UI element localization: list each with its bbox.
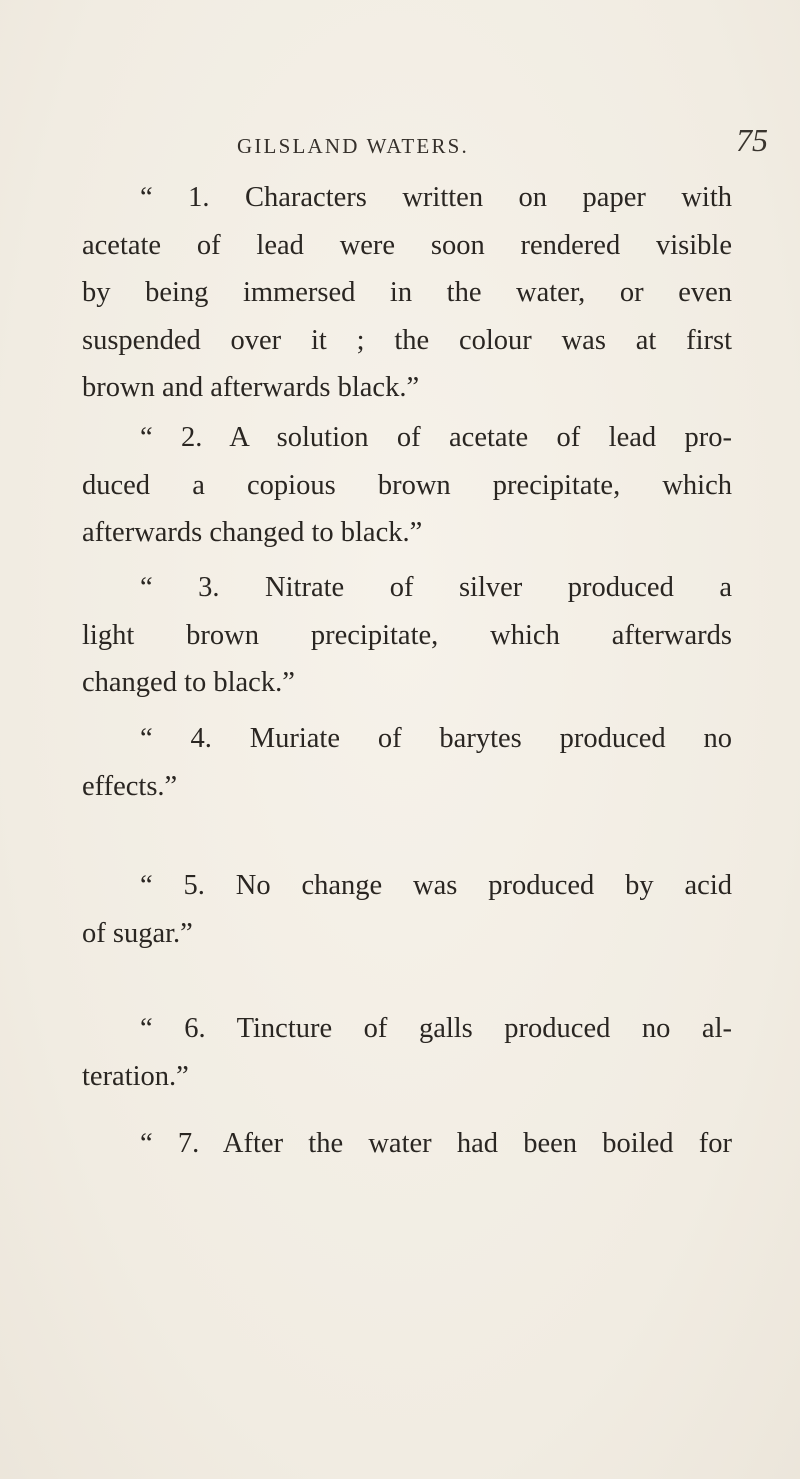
text-line: suspended over it ; the colour was at first — [82, 324, 732, 356]
text-line: “ 6. Tincture of galls produced no al- — [140, 1013, 732, 1044]
text-line: changed to black.” — [82, 667, 295, 698]
text-line: brown and afterwards black.” — [82, 372, 420, 403]
paragraph-4 — [82, 715, 732, 810]
text-line: “ 2. A solution of acetate of lead pro- — [140, 422, 732, 453]
text-line: afterwards changed to black.” — [82, 517, 423, 548]
text-line: “ 4. Muriate of barytes produced no — [140, 723, 732, 754]
text-line: “ 3. Nitrate of silver produced a — [140, 572, 732, 603]
paragraph-5 — [82, 862, 732, 957]
text-line: “ 1. Characters written on paper with — [140, 182, 732, 213]
text-line: of sugar.” — [82, 917, 193, 949]
text-line: teration.” — [82, 1060, 189, 1092]
text-line: light brown precipitate, which afterwards — [82, 619, 732, 651]
paragraph-1 — [82, 174, 732, 412]
running-head: GILSLAND WATERS. — [237, 134, 469, 158]
paragraph-6 — [82, 1005, 732, 1100]
text-line: “ 5. No change was produced by acid — [140, 870, 732, 901]
text-line: duced a copious brown precipitate, which — [82, 469, 732, 501]
text-line: acetate of lead were soon rendered visible — [82, 229, 732, 261]
text-line: effects.” — [82, 770, 178, 802]
text-line: by being immersed in the water, or even — [82, 277, 732, 308]
paragraph-2 — [82, 414, 732, 557]
paragraph-7 — [82, 1120, 732, 1168]
page-number: 75 — [736, 122, 768, 158]
paragraph-3 — [82, 564, 732, 707]
text-line: “ 7. After the water had been boiled for — [140, 1128, 732, 1159]
